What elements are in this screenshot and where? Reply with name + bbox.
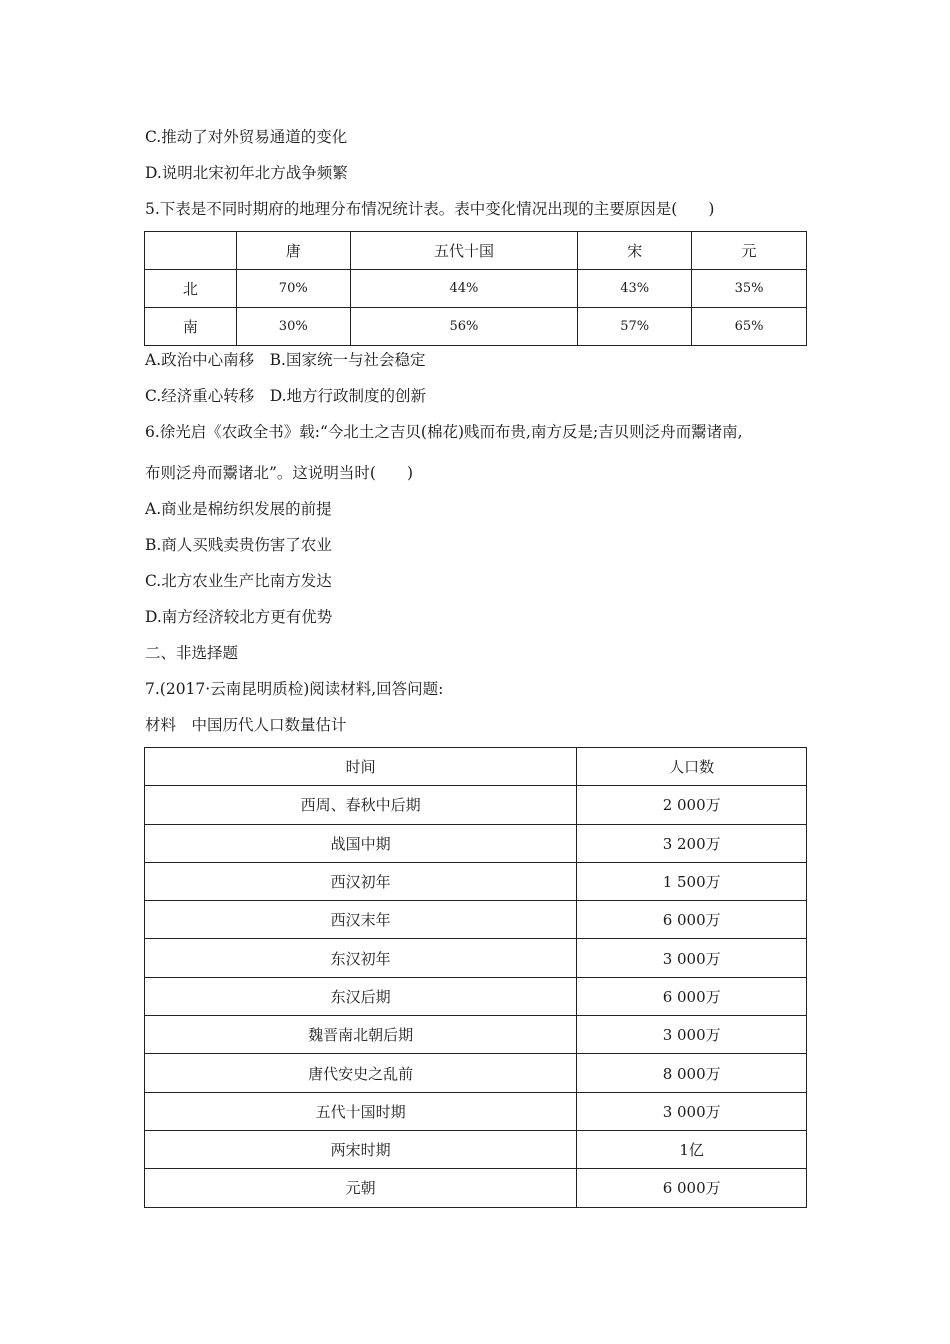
- table-row: [145, 270, 807, 308]
- question-5: 5.下表是不同时期府的地理分布情况统计表。表中变化情况出现的主要原因是( ): [145, 200, 715, 218]
- table-cell: 57%: [578, 308, 692, 346]
- table-cell: 3 000万: [577, 939, 807, 977]
- option-6c: C.北方农业生产比南方发达: [145, 572, 332, 590]
- table-cell: 两宋时期: [145, 1130, 577, 1168]
- table-cell: 6 000万: [577, 1169, 807, 1207]
- table-cell: 五代十国时期: [145, 1092, 577, 1130]
- table-row: [145, 308, 807, 346]
- question-6-line2: 布则泛舟而鬻诸北”。这说明当时( ): [145, 464, 414, 482]
- table-cell: [145, 232, 237, 270]
- question-6-line1: 6.徐光启《农政全书》载:“今北土之吉贝(棉花)贱而布贵,南方反是;吉贝则泛舟而鬻诸南,: [145, 423, 743, 441]
- table-cell: 元: [692, 232, 807, 270]
- table-cell: 时间: [145, 748, 577, 786]
- option-6d: D.南方经济较北方更有优势: [145, 608, 333, 626]
- table-row: [145, 939, 807, 977]
- table-header-row: [145, 748, 807, 786]
- prefecture-distribution-table: [144, 231, 807, 346]
- table-cell: 3 000万: [577, 1092, 807, 1130]
- table-row: [145, 1130, 807, 1168]
- table-cell: 1 500万: [577, 862, 807, 900]
- table-cell: 44%: [350, 270, 578, 308]
- table-cell: 56%: [350, 308, 578, 346]
- table-row: [145, 977, 807, 1015]
- table-cell: 西汉初年: [145, 862, 577, 900]
- population-table: [144, 747, 807, 1208]
- table-cell: 65%: [692, 308, 807, 346]
- table-cell: 北: [145, 270, 237, 308]
- option-5cd: C.经济重心转移 D.地方行政制度的创新: [145, 387, 427, 405]
- table-row: [145, 824, 807, 862]
- table-cell: 3 000万: [577, 1016, 807, 1054]
- material-caption: 材料 中国历代人口数量估计: [145, 716, 347, 734]
- question-7: 7.(2017·云南昆明质检)阅读材料,回答问题:: [145, 680, 444, 698]
- option-5ab: A.政治中心南移 B.国家统一与社会稳定: [145, 351, 426, 369]
- table-cell: 6 000万: [577, 977, 807, 1015]
- table-row: [145, 862, 807, 900]
- table-cell: 6 000万: [577, 901, 807, 939]
- table-cell: 南: [145, 308, 237, 346]
- table-row: [145, 1092, 807, 1130]
- table-cell: 3 200万: [577, 824, 807, 862]
- table-cell: 元朝: [145, 1169, 577, 1207]
- option-4d: D.说明北宋初年北方战争频繁: [145, 164, 348, 182]
- table-cell: 魏晋南北朝后期: [145, 1016, 577, 1054]
- option-6a: A.商业是棉纺织发展的前提: [145, 500, 332, 518]
- table-cell: 西汉末年: [145, 901, 577, 939]
- table-cell: 1亿: [577, 1130, 807, 1168]
- table-cell: 人口数: [577, 748, 807, 786]
- table-header-row: [145, 232, 807, 270]
- table-cell: 西周、春秋中后期: [145, 786, 577, 824]
- table-cell: 战国中期: [145, 824, 577, 862]
- table-cell: 30%: [236, 308, 350, 346]
- table-cell: 35%: [692, 270, 807, 308]
- table-cell: 8 000万: [577, 1054, 807, 1092]
- table-cell: 东汉初年: [145, 939, 577, 977]
- section-heading: 二、非选择题: [145, 644, 239, 662]
- table-cell: 2 000万: [577, 786, 807, 824]
- table-row: [145, 1016, 807, 1054]
- table-row: [145, 901, 807, 939]
- table-row: [145, 786, 807, 824]
- table-cell: 70%: [236, 270, 350, 308]
- table-cell: 东汉后期: [145, 977, 577, 1015]
- table-cell: 43%: [578, 270, 692, 308]
- option-4c: C.推动了对外贸易通道的变化: [145, 128, 348, 146]
- table-cell: 宋: [578, 232, 692, 270]
- table-cell: 唐: [236, 232, 350, 270]
- table-cell: 五代十国: [350, 232, 578, 270]
- table-row: [145, 1169, 807, 1207]
- table-row: [145, 1054, 807, 1092]
- table-cell: 唐代安史之乱前: [145, 1054, 577, 1092]
- option-6b: B.商人买贱卖贵伤害了农业: [145, 536, 332, 554]
